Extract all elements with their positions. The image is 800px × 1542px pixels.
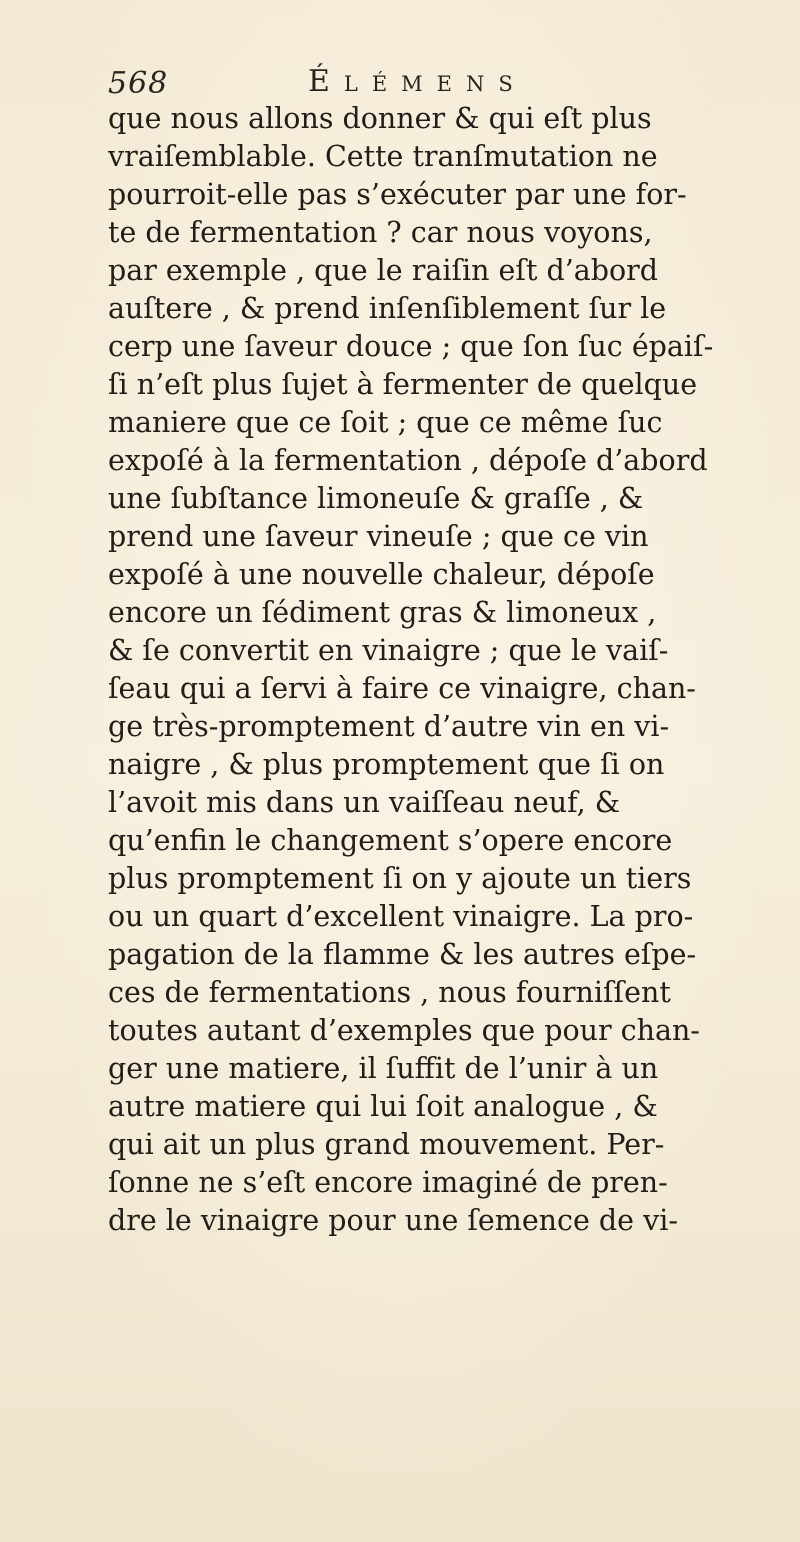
text-line: plus promptement ſi on y ajoute un tiers (108, 862, 692, 895)
text-line: dre le vinaigre pour une ſemence de vi- (108, 1204, 678, 1237)
text-line: qu’enfin le changement s’opere encore (108, 824, 673, 857)
text-line: prend une ſaveur vineuſe ; que ce vin (108, 520, 649, 553)
text-line: ſi n’eſt plus ſujet à fermenter de quelque (108, 368, 698, 401)
text-line: une ſubſtance limoneuſe & graſſe , & (108, 482, 644, 515)
text-line: ces de fermentations , nous fourniſſent (108, 976, 671, 1009)
text-line: auſtere , & prend inſenſiblement ſur le (108, 292, 667, 325)
text-line: vraiſemblable. Cette tranſmutation ne (108, 140, 658, 173)
text-line: ſeau qui a ſervi à faire ce vinaigre, chan- (108, 672, 696, 705)
text-line: que nous allons donner & qui eſt plus (108, 102, 652, 135)
text-line: pourroit-elle pas s’exécuter par une for- (108, 178, 687, 211)
text-line: naigre , & plus promptement que ſi on (108, 748, 665, 781)
text-line: pagation de la flamme & les autres eſpe- (108, 938, 697, 971)
running-head: Élémens (308, 64, 527, 99)
text-line: cerp une ſaveur douce ; que ſon ſuc épaiſ- (108, 330, 714, 363)
text-line: ge très-promptement d’autre vin en vi- (108, 710, 670, 743)
text-line: ger une matiere, il ſuffit de l’unir à un (108, 1052, 659, 1085)
text-line: par exemple , que le raiſin eſt d’abord (108, 254, 659, 287)
text-line: maniere que ce ſoit ; que ce même ſuc (108, 406, 663, 439)
text-line: autre matiere qui lui ſoit analogue , & (108, 1090, 658, 1123)
text-line: expoſé à la fermentation , dépoſe d’abord (108, 444, 708, 477)
page-number: 568 (108, 66, 169, 101)
page-header (108, 60, 748, 104)
text-line: l’avoit mis dans un vaiſſeau neuf, & (108, 786, 621, 819)
text-line: toutes autant d’exemples que pour chan- (108, 1014, 700, 1047)
text-line: ou un quart d’excellent vinaigre. La pro- (108, 900, 694, 933)
body-text (108, 100, 768, 1240)
text-line: & ſe convertit en vinaigre ; que le vaiſ- (108, 634, 669, 667)
text-line: qui ait un plus grand mouvement. Per- (108, 1128, 665, 1161)
text-line: ſonne ne s’eſt encore imaginé de pren- (108, 1166, 668, 1199)
text-line: encore un ſédiment gras & limoneux , (108, 596, 657, 629)
text-line: te de fermentation ? car nous voyons, (108, 216, 653, 249)
text-line: expoſé à une nouvelle chaleur, dépoſe (108, 558, 655, 591)
